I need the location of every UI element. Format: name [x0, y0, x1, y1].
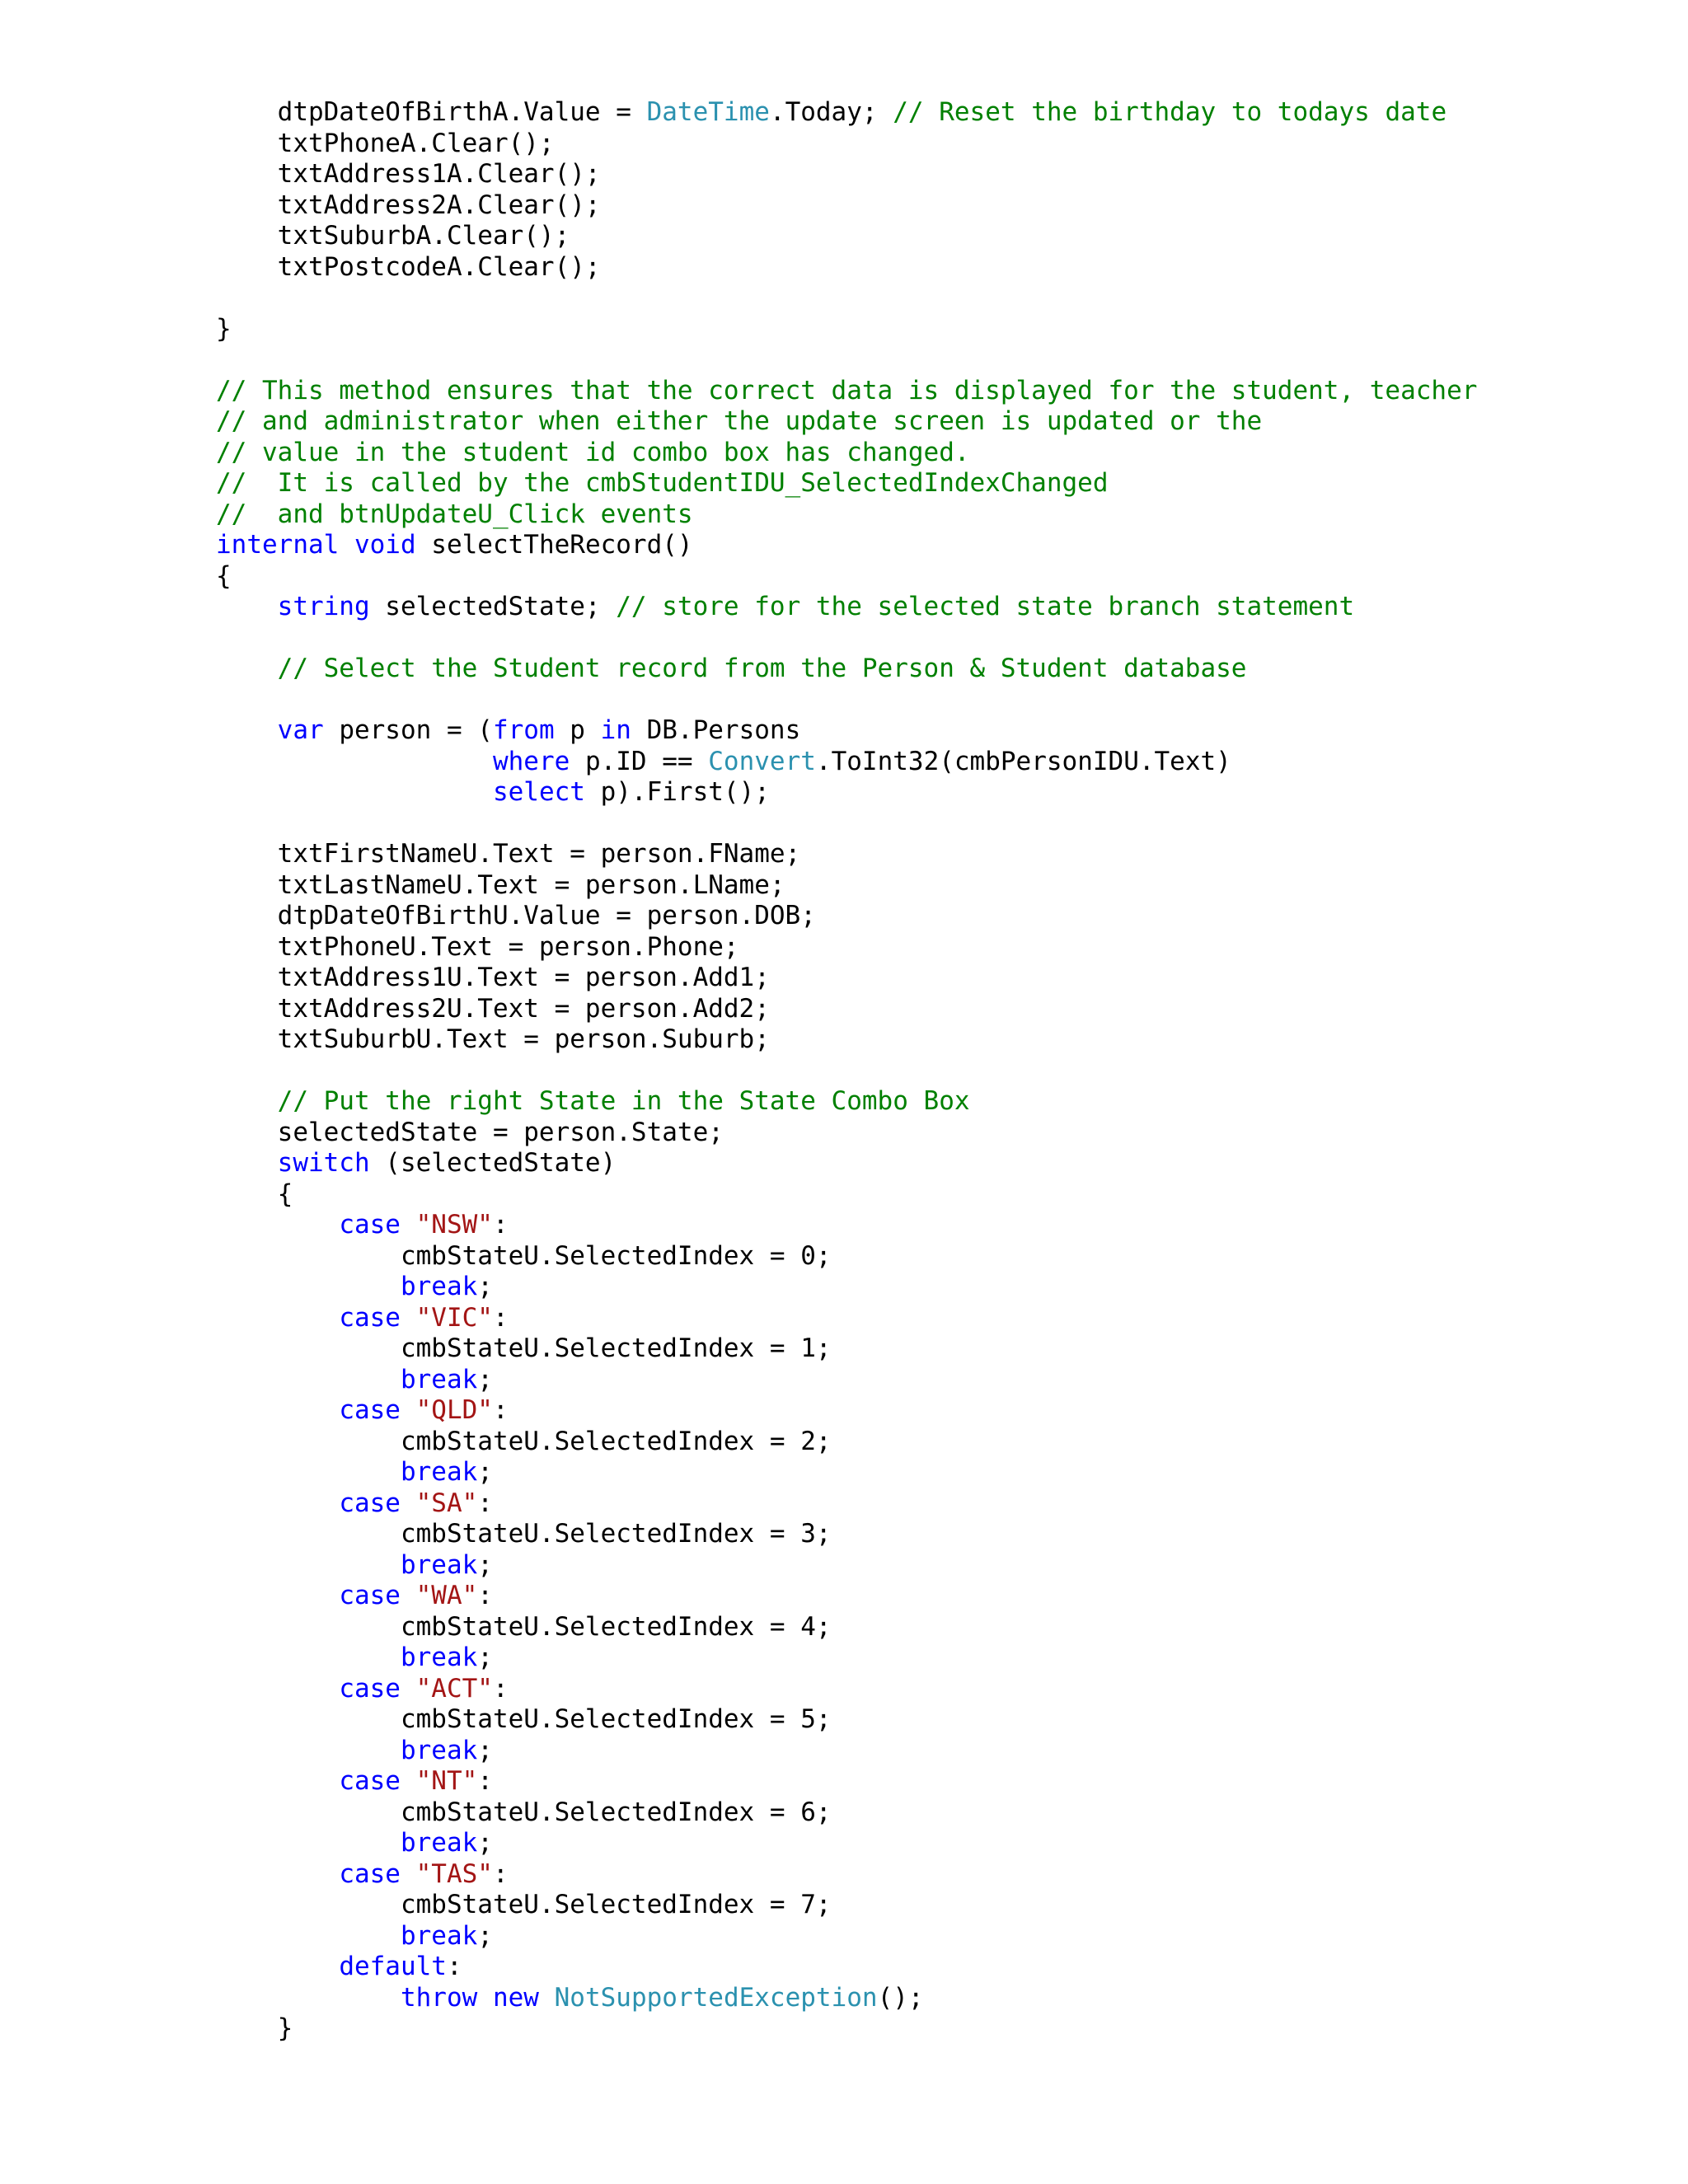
- code-token-plain: ;: [477, 1735, 493, 1765]
- code-line: [216, 252, 1617, 284]
- code-token-keyword: case: [339, 1210, 401, 1240]
- code-token-plain: [216, 654, 278, 683]
- code-token-plain: cmbStateU.SelectedIndex = 6;: [216, 1797, 832, 1827]
- code-token-plain: selectTheRecord(): [415, 530, 693, 560]
- code-token-comment: // and btnUpdateU_Click events: [216, 499, 693, 529]
- code-line: [216, 808, 1617, 840]
- code-line: [216, 1766, 1617, 1797]
- code-line: [216, 1828, 1617, 1859]
- code-token-plain: [477, 1983, 493, 2013]
- code-token-plain: .ToInt32(cmbPersonIDU.Text): [815, 746, 1231, 776]
- code-token-plain: [216, 777, 493, 807]
- code-token-comment: // and administrator when either the update screen is updated or the: [216, 406, 1263, 436]
- code-line: [216, 1241, 1617, 1272]
- code-line: [216, 1488, 1617, 1520]
- code-token-keyword: case: [339, 1302, 401, 1333]
- code-token-plain: [401, 1488, 416, 1518]
- code-line: [216, 221, 1617, 252]
- code-token-keyword: break: [400, 1549, 478, 1580]
- code-line: [216, 499, 1617, 531]
- code-token-plain: person = (: [323, 715, 493, 745]
- code-token-keyword: case: [339, 1581, 401, 1610]
- code-line: [216, 1797, 1617, 1829]
- code-token-plain: txtSuburbA.Clear();: [216, 221, 570, 251]
- code-token-plain: [216, 1921, 401, 1951]
- code-line: [216, 159, 1617, 190]
- code-line: [216, 406, 1617, 438]
- code-token-keyword: break: [400, 1735, 478, 1765]
- code-line: [216, 344, 1617, 376]
- code-token-type: DateTime: [646, 97, 770, 127]
- code-line: [216, 1457, 1617, 1488]
- code-token-plain: ;: [477, 1920, 493, 1951]
- code-token-string: "QLD": [415, 1395, 493, 1425]
- code-token-type: Convert: [708, 746, 816, 776]
- code-line: [216, 839, 1617, 870]
- code-token-plain: {: [216, 1179, 293, 1209]
- code-token-string: "SA": [415, 1488, 478, 1518]
- code-token-keyword: break: [400, 1457, 478, 1487]
- code-token-string: "TAS": [415, 1858, 493, 1889]
- code-line: [216, 963, 1617, 994]
- code-token-string: "NT": [415, 1766, 478, 1796]
- code-token-keyword: internal: [216, 530, 340, 560]
- code-token-plain: [216, 1952, 339, 1981]
- code-token-plain: :: [477, 1488, 493, 1518]
- code-token-keyword: switch: [277, 1148, 370, 1178]
- code-token-plain: p).First();: [584, 777, 770, 807]
- code-token-comment: // Select the Student record from the Person & Student database: [277, 654, 1247, 683]
- code-token-plain: p: [554, 715, 601, 745]
- code-token-keyword: case: [339, 1488, 401, 1518]
- code-token-plain: [216, 1395, 339, 1425]
- code-token-plain: {: [216, 560, 232, 591]
- code-line: [216, 1086, 1617, 1118]
- code-line: [216, 283, 1617, 314]
- code-token-keyword: default: [339, 1952, 447, 1981]
- code-token-plain: txtAddress2A.Clear();: [216, 190, 601, 220]
- code-token-plain: [401, 1303, 416, 1333]
- code-token-plain: [216, 1086, 278, 1116]
- code-token-plain: selectedState = person.State;: [216, 1117, 724, 1147]
- code-token-comment: // It is called by the cmbStudentIDU_SelectedIndexChanged: [216, 468, 1109, 498]
- code-line: [216, 623, 1617, 654]
- code-token-plain: selectedState;: [369, 592, 617, 621]
- code-token-plain: ;: [477, 1364, 493, 1394]
- code-token-plain: [216, 1303, 339, 1333]
- code-token-plain: .Today;: [769, 97, 893, 127]
- code-token-plain: [216, 1457, 401, 1487]
- code-token-keyword: select: [492, 777, 585, 807]
- code-token-plain: [216, 1674, 339, 1704]
- code-line: [216, 2013, 1617, 2045]
- code-line: [216, 1333, 1617, 1365]
- code-line: [216, 747, 1617, 778]
- code-token-type: NotSupportedException: [554, 1982, 878, 2013]
- code-line: [216, 1736, 1617, 1767]
- code-token-plain: ;: [477, 1549, 493, 1580]
- code-token-keyword: case: [339, 1858, 401, 1889]
- code-token-plain: }: [216, 2013, 293, 2043]
- code-token-comment: // Put the right State in the State Combo Box: [277, 1086, 970, 1116]
- code-token-plain: [401, 1674, 416, 1704]
- code-token-keyword: case: [339, 1673, 401, 1704]
- code-line: [216, 561, 1617, 593]
- code-line: [216, 530, 1617, 561]
- code-token-plain: [401, 1210, 416, 1240]
- code-line: [216, 1179, 1617, 1211]
- code-line: [216, 654, 1617, 685]
- code-token-plain: txtAddress1U.Text = person.Add1;: [216, 963, 770, 992]
- code-token-plain: :: [492, 1673, 509, 1704]
- code-line: [216, 777, 1617, 808]
- code-token-plain: cmbStateU.SelectedIndex = 3;: [216, 1519, 832, 1549]
- code-line: [216, 1365, 1617, 1396]
- code-line: [216, 1643, 1617, 1674]
- code-token-plain: ;: [477, 1457, 493, 1487]
- code-token-plain: [216, 1365, 401, 1394]
- code-line: [216, 97, 1617, 129]
- code-line: [216, 1952, 1617, 1983]
- code-line: [216, 1921, 1617, 1952]
- code-line: [216, 1427, 1617, 1458]
- code-line: [216, 1550, 1617, 1582]
- code-token-plain: cmbStateU.SelectedIndex = 4;: [216, 1611, 832, 1642]
- code-token-plain: :: [492, 1395, 509, 1425]
- code-token-plain: txtFirstNameU.Text = person.FName;: [216, 839, 801, 869]
- code-token-keyword: throw: [400, 1982, 478, 2013]
- code-line: [216, 376, 1617, 407]
- code-line: [216, 901, 1617, 932]
- code-token-plain: [401, 1766, 416, 1796]
- code-line: [216, 1272, 1617, 1303]
- code-token-string: "VIC": [415, 1302, 493, 1333]
- code-line: [216, 685, 1617, 716]
- code-token-plain: [216, 715, 278, 745]
- code-token-plain: [216, 1859, 339, 1889]
- code-token-plain: [216, 1272, 401, 1301]
- code-token-plain: cmbStateU.SelectedIndex = 2;: [216, 1426, 832, 1456]
- code-token-plain: cmbStateU.SelectedIndex = 7;: [216, 1890, 832, 1919]
- code-token-plain: (selectedState): [369, 1148, 617, 1178]
- code-line: [216, 129, 1617, 160]
- code-line: [216, 1519, 1617, 1550]
- code-token-plain: txtPostcodeA.Clear();: [216, 251, 601, 282]
- code-line: [216, 1056, 1617, 1087]
- code-token-comment: // Reset the birthday to todays date: [893, 97, 1447, 127]
- code-line: [216, 1118, 1617, 1149]
- code-token-string: "NSW": [415, 1210, 493, 1240]
- code-token-keyword: break: [400, 1643, 478, 1672]
- code-token-plain: [216, 1736, 401, 1765]
- code-token-plain: DB.Persons: [631, 715, 801, 745]
- code-token-plain: [539, 1983, 555, 2013]
- code-token-plain: :: [492, 1210, 509, 1240]
- code-token-plain: :: [446, 1952, 462, 1981]
- code-token-plain: :: [477, 1766, 493, 1796]
- code-token-string: "WA": [415, 1581, 478, 1610]
- code-line: [216, 1704, 1617, 1736]
- code-line: [216, 190, 1617, 222]
- code-token-string: "ACT": [415, 1673, 493, 1704]
- code-token-plain: p.ID ==: [570, 746, 709, 776]
- code-token-plain: [216, 1983, 401, 2013]
- code-token-keyword: string: [277, 592, 370, 621]
- code-token-plain: [216, 747, 493, 776]
- code-token-keyword: var: [277, 715, 324, 745]
- code-token-plain: txtLastNameU.Text = person.LName;: [216, 869, 785, 900]
- code-token-plain: [216, 1550, 401, 1580]
- code-line: [216, 1859, 1617, 1891]
- code-token-plain: [216, 1766, 339, 1796]
- code-line: [216, 592, 1617, 623]
- code-line: [216, 468, 1617, 499]
- code-token-plain: :: [492, 1302, 509, 1333]
- code-token-plain: cmbStateU.SelectedIndex = 1;: [216, 1333, 832, 1363]
- code-token-plain: [401, 1859, 416, 1889]
- code-token-plain: ;: [477, 1272, 493, 1301]
- code-token-plain: [216, 1581, 339, 1610]
- code-line: [216, 314, 1617, 345]
- code-line: [216, 1581, 1617, 1612]
- code-token-plain: [216, 1210, 339, 1240]
- code-token-plain: txtPhoneU.Text = person.Phone;: [216, 931, 739, 962]
- code-token-keyword: in: [600, 715, 631, 745]
- code-line: [216, 1024, 1617, 1056]
- code-token-plain: txtAddress1A.Clear();: [216, 159, 601, 189]
- code-token-plain: dtpDateOfBirthU.Value = person.DOB;: [216, 901, 816, 930]
- code-line: [216, 932, 1617, 963]
- code-token-keyword: break: [400, 1920, 478, 1951]
- code-token-plain: [216, 1148, 278, 1178]
- code-token-plain: }: [216, 313, 232, 344]
- code-line: [216, 715, 1617, 747]
- code-token-plain: [216, 1828, 401, 1858]
- code-line: [216, 1890, 1617, 1921]
- code-token-keyword: break: [400, 1272, 478, 1301]
- code-token-plain: cmbStateU.SelectedIndex = 5;: [216, 1704, 832, 1734]
- code-token-keyword: void: [354, 530, 416, 560]
- code-token-keyword: new: [492, 1982, 539, 2013]
- code-line: [216, 1612, 1617, 1643]
- code-token-plain: ;: [477, 1828, 493, 1858]
- code-line: [216, 994, 1617, 1025]
- code-token-keyword: break: [400, 1364, 478, 1394]
- code-token-plain: [339, 530, 354, 560]
- code-line: [216, 1210, 1617, 1241]
- code-token-plain: [401, 1395, 416, 1425]
- code-token-plain: txtPhoneA.Clear();: [216, 128, 555, 158]
- code-token-plain: ;: [477, 1643, 493, 1672]
- code-token-keyword: case: [339, 1766, 401, 1796]
- code-token-plain: dtpDateOfBirthA.Value =: [216, 97, 647, 127]
- code-token-keyword: case: [339, 1395, 401, 1425]
- code-line: [216, 1395, 1617, 1427]
- code-line: [216, 1983, 1617, 2014]
- code-token-plain: [216, 1643, 401, 1672]
- code-line: [216, 1303, 1617, 1334]
- code-token-comment: // value in the student id combo box has changed.: [216, 437, 970, 467]
- code-token-comment: // store for the selected state branch statement: [616, 592, 1355, 621]
- code-token-plain: txtAddress2U.Text = person.Add2;: [216, 993, 770, 1024]
- code-token-plain: txtSuburbU.Text = person.Suburb;: [216, 1024, 770, 1054]
- code-line: [216, 438, 1617, 469]
- code-token-plain: [401, 1581, 416, 1610]
- code-line: [216, 870, 1617, 902]
- code-line: [216, 1674, 1617, 1705]
- code-token-plain: cmbStateU.SelectedIndex = 0;: [216, 1240, 832, 1271]
- code-token-plain: [216, 1488, 339, 1518]
- code-token-keyword: break: [400, 1828, 478, 1858]
- code-listing: [216, 97, 1617, 2045]
- code-token-plain: :: [477, 1581, 493, 1610]
- code-token-comment: // This method ensures that the correct data is displayed for the student, teacher: [216, 375, 1478, 405]
- code-token-keyword: from: [492, 715, 555, 745]
- code-token-plain: :: [492, 1858, 509, 1889]
- code-token-plain: ();: [877, 1982, 924, 2013]
- code-token-plain: [216, 592, 278, 621]
- code-line: [216, 1148, 1617, 1179]
- code-token-keyword: where: [492, 746, 570, 776]
